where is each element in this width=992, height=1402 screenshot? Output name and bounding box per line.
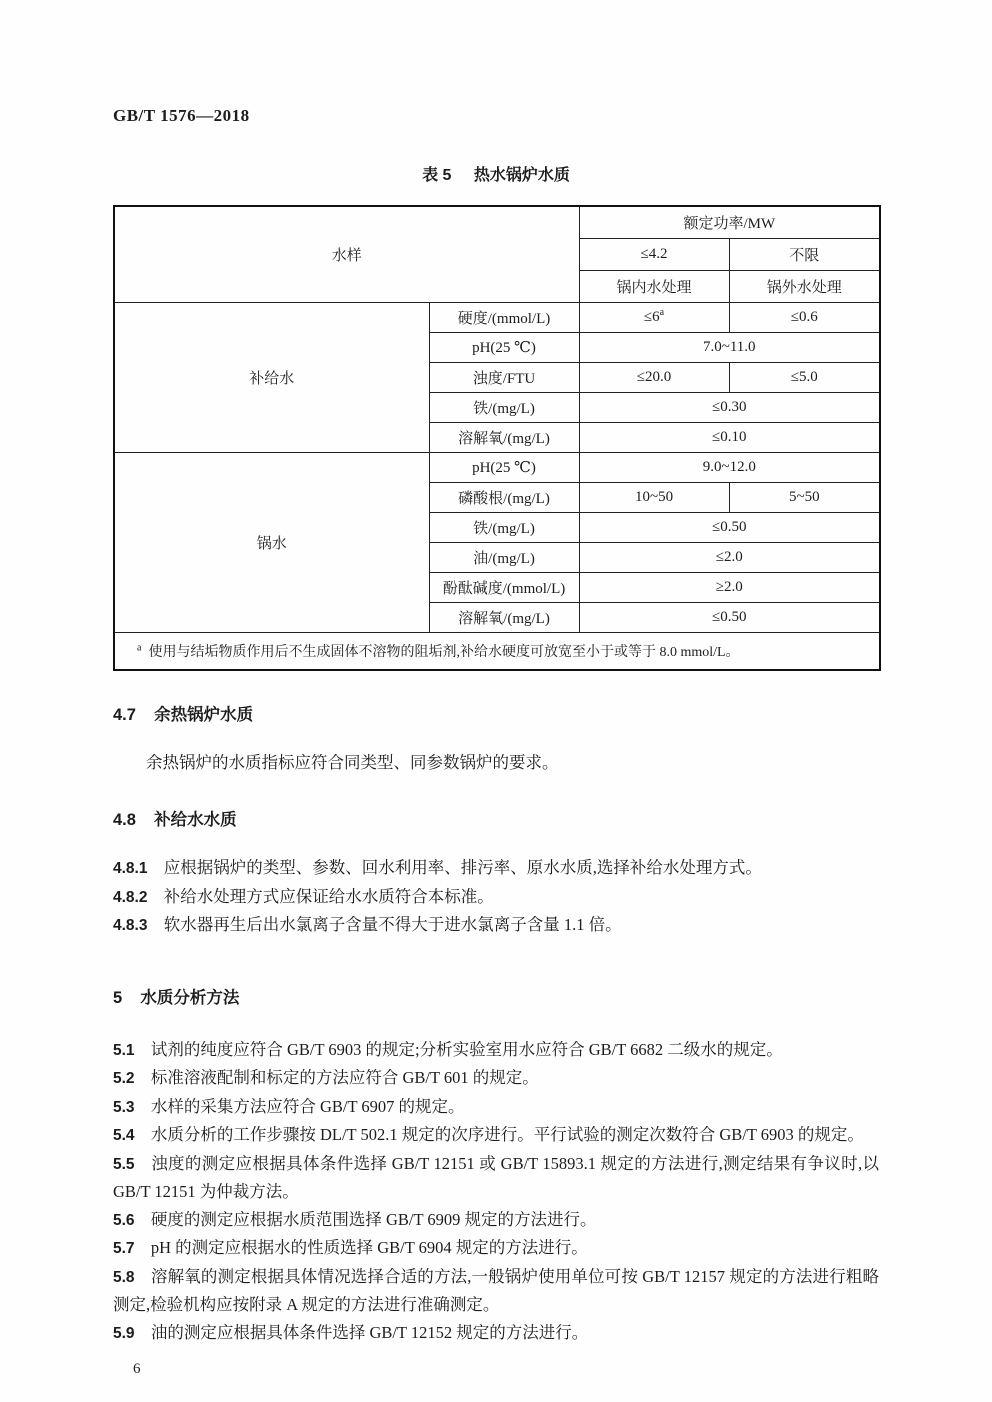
header-cell-sample: 水样 bbox=[114, 206, 579, 303]
clause-text: 浊度的测定应根据具体条件选择 GB/T 12151 或 GB/T 15893.1 规定的方法进行,测定结果有争议时,以 GB/T 12151 为仲裁方法。 bbox=[113, 1153, 879, 1201]
clause-text: 硬度的测定应根据水质范围选择 GB/T 6909 规定的方法进行。 bbox=[150, 1209, 597, 1229]
table-header-row-1 bbox=[114, 206, 880, 239]
footnote-marker: a bbox=[659, 307, 665, 318]
clause-5-5 bbox=[113, 1150, 879, 1206]
paragraph-4-7: 余热锅炉的水质指标应符合同类型、同参数锅炉的要求。 bbox=[146, 753, 559, 772]
param-cell: 硬度/(mmol/L) bbox=[429, 303, 579, 333]
clause-number: 4.8.2 bbox=[113, 888, 148, 906]
section-title: 余热锅炉水质 bbox=[154, 706, 254, 724]
param-cell: 溶解氧/(mg/L) bbox=[429, 603, 579, 633]
clause-4-8-2 bbox=[113, 883, 879, 912]
clause-number: 5.8 bbox=[113, 1268, 135, 1286]
table-row bbox=[114, 453, 880, 483]
param-cell: 油/(mg/L) bbox=[429, 543, 579, 573]
section-heading-4-8 bbox=[113, 806, 879, 830]
param-cell: 铁/(mg/L) bbox=[429, 393, 579, 423]
section-heading-4-7 bbox=[113, 701, 879, 725]
value-cell: ≤0.10 bbox=[579, 423, 880, 453]
header-cell-power-le42: ≤4.2 bbox=[579, 239, 729, 271]
table-caption bbox=[113, 162, 879, 185]
param-cell: pH(25 ℃) bbox=[429, 453, 579, 483]
section-title: 水质分析方法 bbox=[140, 988, 240, 1007]
value-text: ≤6 bbox=[643, 309, 660, 325]
water-quality-table bbox=[113, 205, 881, 671]
clause-number: 5.4 bbox=[113, 1127, 135, 1144]
param-cell: 溶解氧/(mg/L) bbox=[429, 423, 579, 453]
value-cell: ≤0.50 bbox=[579, 513, 880, 543]
clause-number: 5.1 bbox=[113, 1041, 135, 1059]
section-number: 4.8 bbox=[113, 811, 136, 829]
clause-5-9 bbox=[113, 1319, 879, 1348]
value-cell: 5~50 bbox=[729, 483, 880, 513]
header-cell-rated-power: 额定功率/MW bbox=[579, 206, 880, 239]
clause-number: 5.9 bbox=[113, 1324, 135, 1342]
value-cell: 10~50 bbox=[579, 483, 729, 513]
clause-text: 软水器再生后出水氯离子含量不得大于进水氯离子含量 1.1 倍。 bbox=[163, 915, 622, 934]
section-heading-5 bbox=[113, 984, 879, 1008]
section-title: 补给水水质 bbox=[154, 811, 237, 829]
param-cell: 磷酸根/(mg/L) bbox=[429, 483, 579, 513]
value-cell: ≥2.0 bbox=[579, 573, 880, 603]
clause-5-7 bbox=[113, 1234, 879, 1263]
value-cell: ≤20.0 bbox=[579, 363, 729, 393]
value-cell: 7.0~11.0 bbox=[579, 333, 880, 363]
clause-5-2 bbox=[113, 1064, 879, 1093]
clause-number: 5.7 bbox=[113, 1240, 135, 1257]
page-number: 6 bbox=[133, 1361, 141, 1377]
clause-text: 试剂的纯度应符合 GB/T 6903 的规定;分析实验室用水应符合 GB/T 6682 二级水的规定。 bbox=[150, 1039, 783, 1059]
value-cell: ≤0.6 bbox=[729, 303, 880, 333]
param-cell: pH(25 ℃) bbox=[429, 333, 579, 363]
param-cell: 浊度/FTU bbox=[429, 363, 579, 393]
clause-5-8 bbox=[113, 1263, 879, 1319]
group-cell-makeup-water: 补给水 bbox=[114, 303, 429, 453]
clause-5-3 bbox=[113, 1093, 879, 1122]
table-row bbox=[114, 303, 880, 333]
value-cell bbox=[579, 303, 729, 333]
header-cell-external-treatment: 锅外水处理 bbox=[729, 271, 880, 303]
table-footnote bbox=[114, 633, 880, 671]
clause-number: 5.5 bbox=[113, 1155, 135, 1173]
clause-text: 标准溶液配制和标定的方法应符合 GB/T 601 的规定。 bbox=[150, 1068, 539, 1087]
page-content bbox=[113, 0, 879, 1378]
table-caption-text: 热水锅炉水质 bbox=[473, 167, 570, 184]
param-cell: 酚酞碱度/(mmol/L) bbox=[429, 573, 579, 603]
footnote-text: 使用与结垢物质作用后不生成固体不溶物的阻垢剂,补给水硬度可放宽至小于或等于 8.0 mmol/L。 bbox=[148, 645, 740, 660]
value-cell: ≤5.0 bbox=[729, 363, 880, 393]
value-cell: ≤0.50 bbox=[579, 603, 880, 633]
table-footnote-row bbox=[114, 633, 880, 671]
clause-text: 油的测定应根据具体条件选择 GB/T 12152 规定的方法进行。 bbox=[150, 1322, 589, 1342]
clause-4-8-3 bbox=[113, 911, 879, 940]
clause-text: 水样的采集方法应符合 GB/T 6907 的规定。 bbox=[150, 1096, 465, 1116]
clause-4-8-1 bbox=[113, 854, 879, 883]
section-number: 5 bbox=[113, 988, 123, 1007]
clause-number: 4.8.3 bbox=[113, 917, 148, 934]
header-cell-internal-treatment: 锅内水处理 bbox=[579, 271, 729, 303]
value-cell: ≤0.30 bbox=[579, 393, 880, 423]
header-cell-power-unlimited: 不限 bbox=[729, 239, 880, 271]
clause-5-6 bbox=[113, 1206, 879, 1235]
clause-number: 5.6 bbox=[113, 1211, 135, 1229]
clause-text: 应根据锅炉的类型、参数、回水利用率、排污率、原水水质,选择补给水处理方式。 bbox=[163, 858, 762, 877]
clause-number: 5.3 bbox=[113, 1098, 135, 1116]
footnote-marker: a bbox=[137, 642, 142, 654]
table-caption-label: 表 5 bbox=[422, 167, 452, 184]
value-cell: 9.0~12.0 bbox=[579, 453, 880, 483]
value-cell: ≤2.0 bbox=[579, 543, 880, 573]
clause-5-1 bbox=[113, 1036, 879, 1065]
clause-text: pH 的测定应根据水的性质选择 GB/T 6904 规定的方法进行。 bbox=[150, 1238, 588, 1257]
clause-text: 补给水处理方式应保证给水水质符合本标准。 bbox=[163, 886, 494, 906]
clause-text: 溶解氧的测定根据具体情况选择合适的方法,一般锅炉使用单位可按 GB/T 12157 规定的方法进行粗略测定,检验机构应按附录 A 规定的方法进行准确测定。 bbox=[113, 1266, 879, 1314]
section-number: 4.7 bbox=[113, 706, 136, 724]
param-cell: 铁/(mg/L) bbox=[429, 513, 579, 543]
standard-code: GB/T 1576—2018 bbox=[113, 106, 250, 125]
clause-number: 5.2 bbox=[113, 1070, 135, 1087]
clause-5-4 bbox=[113, 1121, 879, 1150]
group-cell-boiler-water: 锅水 bbox=[114, 453, 429, 633]
clause-number: 4.8.1 bbox=[113, 860, 148, 877]
clause-text: 水质分析的工作步骤按 DL/T 502.1 规定的次序进行。平行试验的测定次数符合 GB/T 6903 的规定。 bbox=[150, 1125, 864, 1144]
